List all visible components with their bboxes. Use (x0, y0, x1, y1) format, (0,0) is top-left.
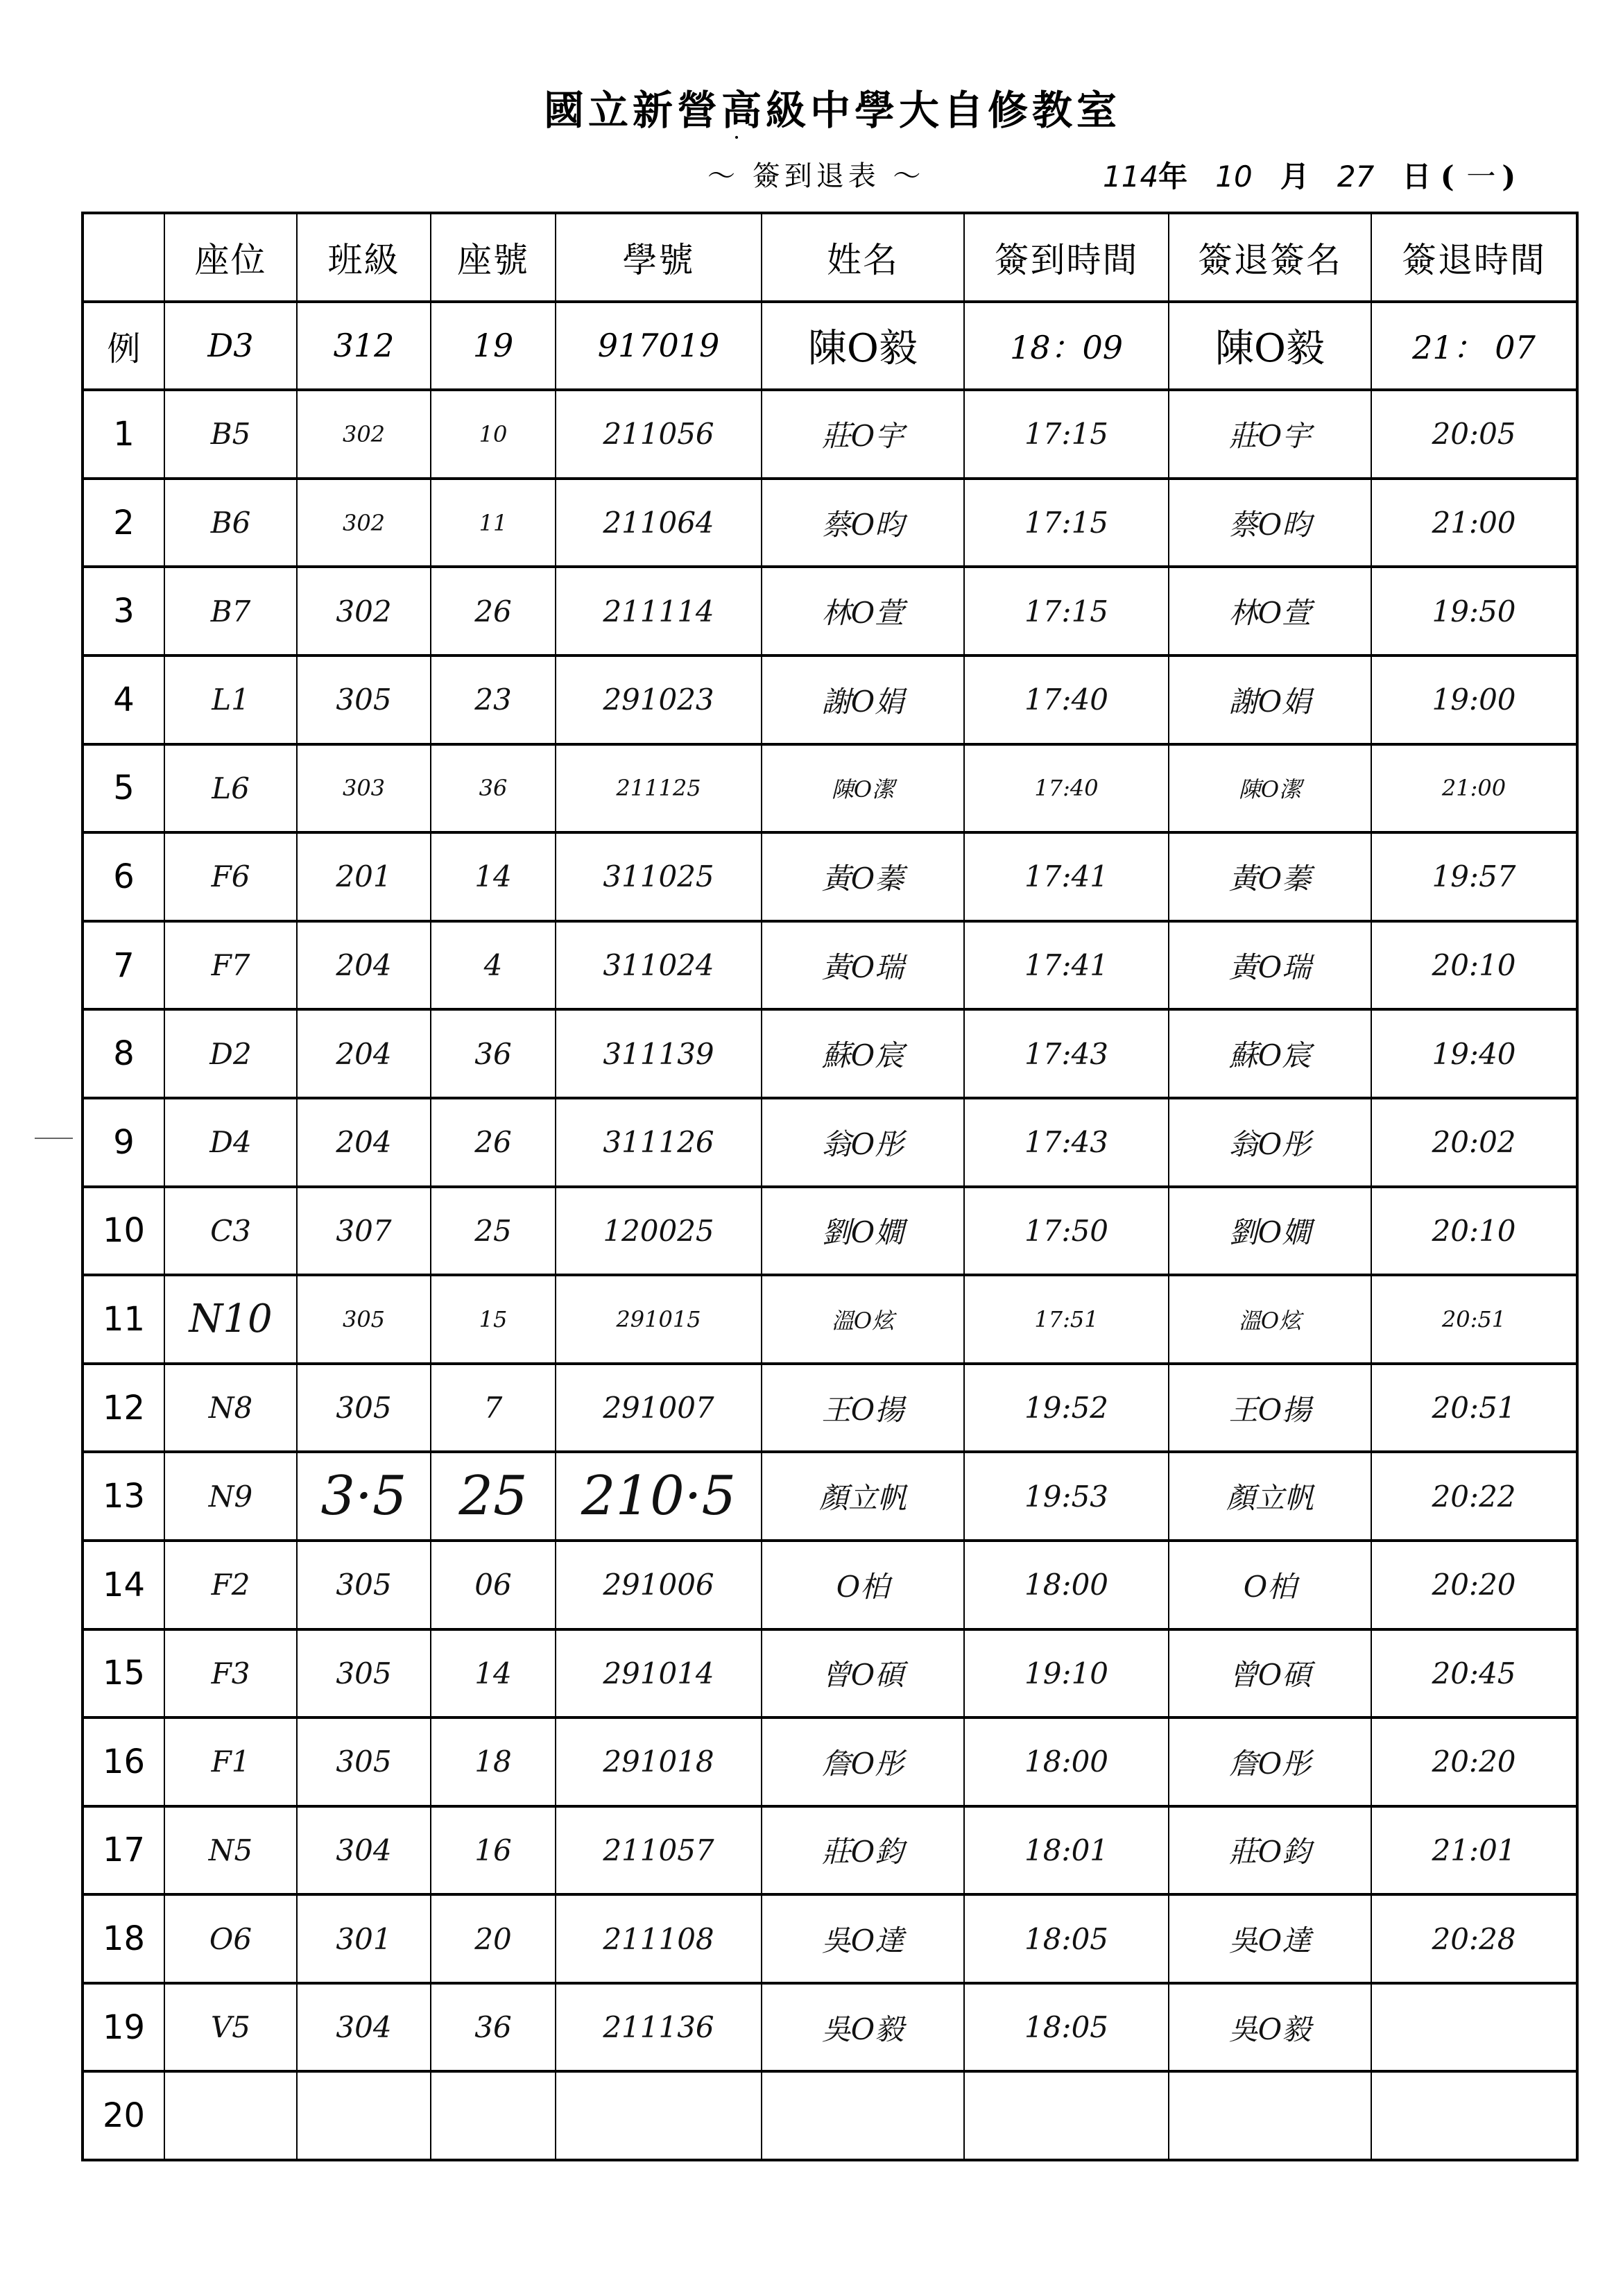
checkin-time-cell: 19:53 (964, 1452, 1169, 1541)
class-cell: 303 (297, 744, 431, 833)
checkout-signature-cell: 黃O瑞 (1169, 921, 1371, 1010)
weekday-open-paren: ( (1440, 160, 1454, 194)
table-row (83, 1452, 1577, 1541)
number-cell: 36 (431, 744, 556, 833)
example-checkout-time: 21： 07 (1371, 302, 1577, 391)
class-cell: 304 (297, 1806, 431, 1895)
number-cell: 20 (431, 1894, 556, 1983)
checkout-time-cell: 20:51 (1371, 1275, 1577, 1364)
number-cell: 7 (431, 1364, 556, 1453)
row-index: 7 (83, 921, 164, 1010)
checkout-time-cell: 20:10 (1371, 1187, 1577, 1276)
class-cell: 201 (297, 832, 431, 921)
class-cell: 204 (297, 921, 431, 1010)
date-weekday: 一 (1463, 160, 1493, 194)
date-month-label: 月 (1280, 160, 1309, 194)
checkout-signature-cell: O柏 (1169, 1541, 1371, 1629)
number-cell: 26 (431, 567, 556, 656)
student-id-cell: 311139 (556, 1009, 762, 1098)
date-year: 114 (1103, 160, 1159, 194)
checkout-signature-cell: 蘇O宸 (1169, 1009, 1371, 1098)
class-cell: 302 (297, 390, 431, 479)
name-cell: 莊O宇 (762, 390, 964, 479)
class-cell: 305 (297, 656, 431, 744)
student-id-cell: 211114 (556, 567, 762, 656)
row-index: 19 (83, 1983, 164, 2072)
number-cell: 36 (431, 1983, 556, 2072)
col-header-checkout-signature: 簽退簽名 (1169, 213, 1371, 302)
number-cell: 16 (431, 1806, 556, 1895)
form-subtitle: ～ 簽到退表 ～ (707, 160, 925, 192)
date-month: 10 (1215, 160, 1253, 194)
student-id-cell: 291015 (556, 1275, 762, 1364)
row-index: 14 (83, 1541, 164, 1629)
checkin-time-cell: 19:10 (964, 1629, 1169, 1718)
number-cell: 15 (431, 1275, 556, 1364)
row-index: 10 (83, 1187, 164, 1276)
number-cell: 25 (431, 1187, 556, 1276)
class-cell: 204 (297, 1009, 431, 1098)
student-id-cell: 120025 (556, 1187, 762, 1276)
checkout-signature-cell: 林O萱 (1169, 567, 1371, 656)
seat-cell: B7 (164, 567, 297, 656)
checkin-time-cell: 17:51 (964, 1275, 1169, 1364)
student-id-cell: 291007 (556, 1364, 762, 1453)
checkin-time-cell: 18:00 (964, 1541, 1169, 1629)
checkout-time-cell: 20:28 (1371, 1894, 1577, 1983)
seat-cell: N8 (164, 1364, 297, 1453)
checkin-time-cell: 19:52 (964, 1364, 1169, 1453)
checkout-signature-cell: 顏立帆 (1169, 1452, 1371, 1541)
checkin-time-cell: 17:15 (964, 567, 1169, 656)
checkout-signature-cell: 溫O炫 (1169, 1275, 1371, 1364)
name-cell (762, 2071, 964, 2160)
class-cell: 302 (297, 567, 431, 656)
row-index: 3 (83, 567, 164, 656)
checkin-time-cell: 17:41 (964, 832, 1169, 921)
number-cell: 06 (431, 1541, 556, 1629)
checkout-signature-cell: 翁O彤 (1169, 1098, 1371, 1187)
stray-dot (735, 136, 738, 139)
checkout-time-cell (1371, 1983, 1577, 2072)
name-cell: 顏立帆 (762, 1452, 964, 1541)
row-index: 16 (83, 1717, 164, 1806)
row-index: 1 (83, 390, 164, 479)
checkout-signature-cell: 黃O蓁 (1169, 832, 1371, 921)
checkin-time-cell: 17:43 (964, 1009, 1169, 1098)
seat-cell: F6 (164, 832, 297, 921)
checkout-time-cell: 20:20 (1371, 1717, 1577, 1806)
row-index: 2 (83, 479, 164, 567)
row-index: 6 (83, 832, 164, 921)
table-row (83, 921, 1577, 1010)
checkin-time-cell: 18:00 (964, 1717, 1169, 1806)
student-id-cell: 210·5 (556, 1452, 762, 1541)
col-header-name: 姓名 (762, 213, 964, 302)
table-row (83, 1187, 1577, 1276)
class-cell: 305 (297, 1364, 431, 1453)
number-cell: 10 (431, 390, 556, 479)
seat-cell: B5 (164, 390, 297, 479)
name-cell: 蘇O宸 (762, 1009, 964, 1098)
row-index: 13 (83, 1452, 164, 1541)
checkout-signature-cell: 曾O碩 (1169, 1629, 1371, 1718)
seat-cell: V5 (164, 1983, 297, 2072)
table-row (83, 744, 1577, 833)
table-row (83, 1275, 1577, 1364)
name-cell: 黃O蓁 (762, 832, 964, 921)
checkout-time-cell (1371, 2071, 1577, 2160)
number-cell (431, 2071, 556, 2160)
signin-table (81, 212, 1579, 2161)
col-header-class: 班級 (297, 213, 431, 302)
number-cell: 14 (431, 1629, 556, 1718)
col-header-student-id: 學號 (556, 213, 762, 302)
seat-cell: F3 (164, 1629, 297, 1718)
example-seat: D3 (164, 302, 297, 391)
student-id-cell: 211125 (556, 744, 762, 833)
name-cell: 林O萱 (762, 567, 964, 656)
checkout-time-cell: 19:40 (1371, 1009, 1577, 1098)
checkin-time-cell: 18:01 (964, 1806, 1169, 1895)
number-cell: 14 (431, 832, 556, 921)
class-cell (297, 2071, 431, 2160)
checkin-time-cell: 17:15 (964, 479, 1169, 567)
seat-cell: F2 (164, 1541, 297, 1629)
example-row (83, 302, 1577, 391)
number-cell: 25 (431, 1452, 556, 1541)
name-cell: 吳O達 (762, 1894, 964, 1983)
checkout-signature-cell: 劉O嫺 (1169, 1187, 1371, 1276)
example-checkin-time: 18：09 (964, 302, 1169, 391)
number-cell: 23 (431, 656, 556, 744)
name-cell: 翁O彤 (762, 1098, 964, 1187)
table-row (83, 390, 1577, 479)
row-index: 8 (83, 1009, 164, 1098)
checkout-time-cell: 20:02 (1371, 1098, 1577, 1187)
col-header-seat: 座位 (164, 213, 297, 302)
checkout-time-cell: 20:22 (1371, 1452, 1577, 1541)
table-row (83, 1983, 1577, 2072)
col-header-index (83, 213, 164, 302)
col-header-number: 座號 (431, 213, 556, 302)
name-cell: 莊O鈞 (762, 1806, 964, 1895)
date-year-label: 年 (1158, 160, 1188, 194)
row-index: 5 (83, 744, 164, 833)
student-id-cell: 291018 (556, 1717, 762, 1806)
seat-cell: L6 (164, 744, 297, 833)
student-id-cell: 291014 (556, 1629, 762, 1718)
checkin-time-cell: 17:41 (964, 921, 1169, 1010)
row-index: 11 (83, 1275, 164, 1364)
scan-dash-mark (35, 1138, 73, 1139)
header-row (83, 213, 1577, 302)
table-row (83, 1541, 1577, 1629)
class-cell: 307 (297, 1187, 431, 1276)
checkout-time-cell: 20:05 (1371, 390, 1577, 479)
checkout-signature-cell: 吳O達 (1169, 1894, 1371, 1983)
checkin-time-cell (964, 2071, 1169, 2160)
table-row (83, 1364, 1577, 1453)
form-title: 國立新營高級中學大自修教室 (543, 87, 1121, 134)
student-id-cell: 291006 (556, 1541, 762, 1629)
checkin-time-cell: 17:40 (964, 744, 1169, 833)
student-id-cell: 291023 (556, 656, 762, 744)
checkout-signature-cell: 詹O彤 (1169, 1717, 1371, 1806)
table-row (83, 1717, 1577, 1806)
name-cell: 溫O炫 (762, 1275, 964, 1364)
checkout-signature-cell: 蔡O昀 (1169, 479, 1371, 567)
name-cell: 謝O娟 (762, 656, 964, 744)
checkin-time-cell: 17:15 (964, 390, 1169, 479)
seat-cell: L1 (164, 656, 297, 744)
table-row (83, 1009, 1577, 1098)
example-index: 例 (83, 302, 164, 391)
checkout-time-cell: 20:51 (1371, 1364, 1577, 1453)
name-cell: 陳O潔 (762, 744, 964, 833)
checkin-time-cell: 18:05 (964, 1983, 1169, 2072)
class-cell: 301 (297, 1894, 431, 1983)
table-row (83, 567, 1577, 656)
table-row (83, 1806, 1577, 1895)
name-cell: 詹O彤 (762, 1717, 964, 1806)
checkout-time-cell: 20:20 (1371, 1541, 1577, 1629)
table-row (83, 656, 1577, 744)
table-row (83, 1629, 1577, 1718)
name-cell: O柏 (762, 1541, 964, 1629)
checkout-signature-cell: 王O揚 (1169, 1364, 1371, 1453)
class-cell: 305 (297, 1275, 431, 1364)
form-date (1103, 154, 1515, 196)
checkin-time-cell: 17:50 (964, 1187, 1169, 1276)
row-index: 12 (83, 1364, 164, 1453)
class-cell: 3·5 (297, 1452, 431, 1541)
name-cell: 吳O毅 (762, 1983, 964, 2072)
checkout-signature-cell (1169, 2071, 1371, 2160)
checkin-time-cell: 17:40 (964, 656, 1169, 744)
seat-cell: F1 (164, 1717, 297, 1806)
table-row (83, 2071, 1577, 2160)
checkout-time-cell: 19:57 (1371, 832, 1577, 921)
checkin-time-cell: 18:05 (964, 1894, 1169, 1983)
table-row (83, 832, 1577, 921)
row-index: 20 (83, 2071, 164, 2160)
example-checkout-signature: 陳O毅 (1169, 302, 1371, 391)
col-header-checkout-time: 簽退時間 (1371, 213, 1577, 302)
seat-cell (164, 2071, 297, 2160)
table-row (83, 1098, 1577, 1187)
student-id-cell (556, 2071, 762, 2160)
student-id-cell: 211136 (556, 1983, 762, 2072)
checkout-time-cell: 21:00 (1371, 744, 1577, 833)
weekday-close-paren: ) (1502, 160, 1516, 194)
name-cell: 王O揚 (762, 1364, 964, 1453)
name-cell: 曾O碩 (762, 1629, 964, 1718)
number-cell: 36 (431, 1009, 556, 1098)
example-number: 19 (431, 302, 556, 391)
row-index: 15 (83, 1629, 164, 1718)
seat-cell: N5 (164, 1806, 297, 1895)
checkout-signature-cell: 吳O毅 (1169, 1983, 1371, 2072)
checkout-time-cell: 21:00 (1371, 479, 1577, 567)
seat-cell: O6 (164, 1894, 297, 1983)
checkout-signature-cell: 陳O潔 (1169, 744, 1371, 833)
student-id-cell: 311126 (556, 1098, 762, 1187)
checkout-signature-cell: 莊O宇 (1169, 390, 1371, 479)
class-cell: 305 (297, 1629, 431, 1718)
student-id-cell: 211057 (556, 1806, 762, 1895)
student-id-cell: 211064 (556, 479, 762, 567)
checkin-time-cell: 17:43 (964, 1098, 1169, 1187)
class-cell: 204 (297, 1098, 431, 1187)
number-cell: 18 (431, 1717, 556, 1806)
row-index: 18 (83, 1894, 164, 1983)
date-day: 27 (1337, 160, 1375, 194)
number-cell: 4 (431, 921, 556, 1010)
student-id-cell: 211108 (556, 1894, 762, 1983)
example-name: 陳O毅 (762, 302, 964, 391)
class-cell: 304 (297, 1983, 431, 2072)
seat-cell: D4 (164, 1098, 297, 1187)
example-class: 312 (297, 302, 431, 391)
checkout-signature-cell: 謝O娟 (1169, 656, 1371, 744)
table-row (83, 479, 1577, 567)
checkout-time-cell: 20:45 (1371, 1629, 1577, 1718)
seat-cell: N9 (164, 1452, 297, 1541)
checkout-time-cell: 21:01 (1371, 1806, 1577, 1895)
number-cell: 26 (431, 1098, 556, 1187)
row-index: 9 (83, 1098, 164, 1187)
checkout-time-cell: 19:50 (1371, 567, 1577, 656)
class-cell: 305 (297, 1541, 431, 1629)
seat-cell: D2 (164, 1009, 297, 1098)
seat-cell: B6 (164, 479, 297, 567)
seat-cell: C3 (164, 1187, 297, 1276)
seat-cell: N10 (164, 1275, 297, 1364)
checkout-time-cell: 20:10 (1371, 921, 1577, 1010)
row-index: 17 (83, 1806, 164, 1895)
date-day-label: 日 (1402, 160, 1432, 194)
example-student-id: 917019 (556, 302, 762, 391)
checkout-signature-cell: 莊O鈞 (1169, 1806, 1371, 1895)
class-cell: 302 (297, 479, 431, 567)
student-id-cell: 311024 (556, 921, 762, 1010)
name-cell: 黃O瑞 (762, 921, 964, 1010)
name-cell: 劉O嫺 (762, 1187, 964, 1276)
class-cell: 305 (297, 1717, 431, 1806)
student-id-cell: 311025 (556, 832, 762, 921)
name-cell: 蔡O昀 (762, 479, 964, 567)
student-id-cell: 211056 (556, 390, 762, 479)
number-cell: 11 (431, 479, 556, 567)
row-index: 4 (83, 656, 164, 744)
seat-cell: F7 (164, 921, 297, 1010)
checkout-time-cell: 19:00 (1371, 656, 1577, 744)
col-header-checkin-time: 簽到時間 (964, 213, 1169, 302)
table-row (83, 1894, 1577, 1983)
